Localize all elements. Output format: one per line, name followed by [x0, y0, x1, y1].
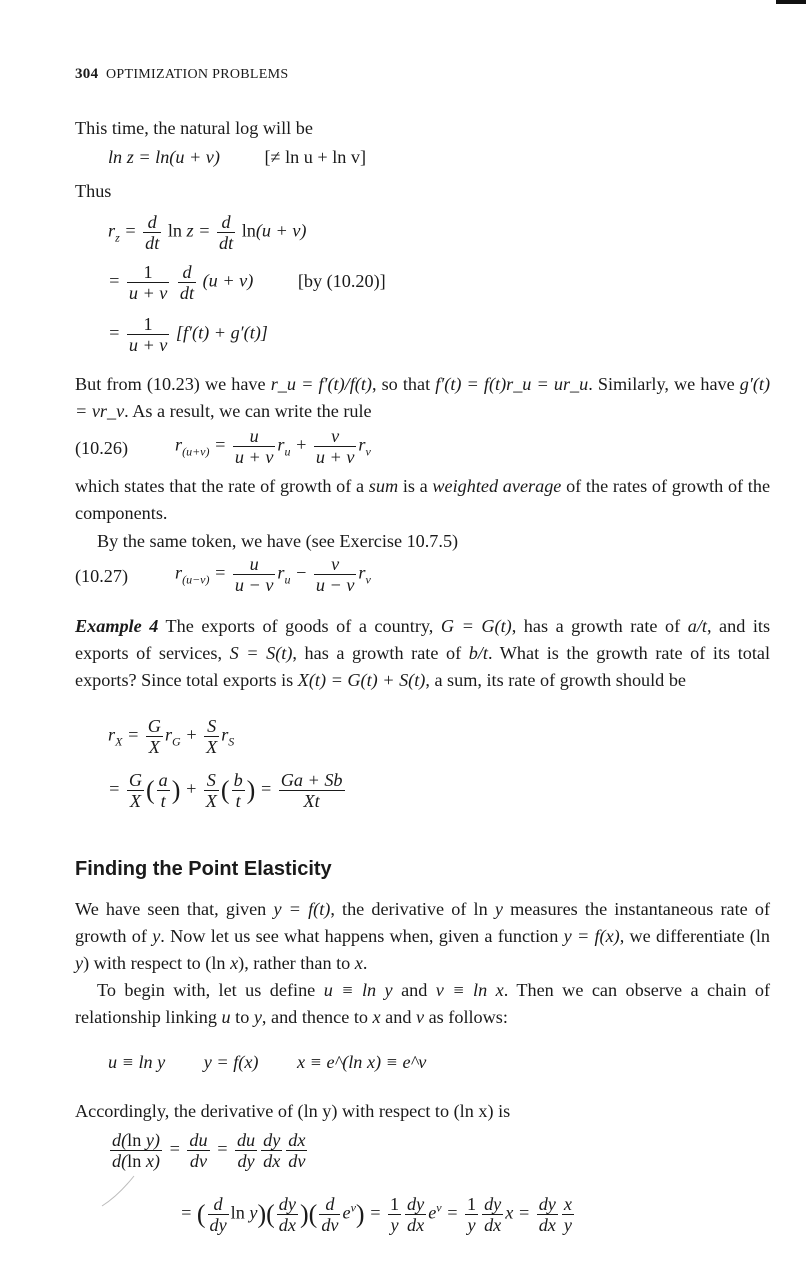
equation-10-26: $r_{(u+v)}$ = $\frac{u}{u + v}$ $r_u$ + $\frac{v}{u + v}$ $r_v$	[175, 426, 371, 467]
paragraph-intro: This time, the natural log will be	[75, 118, 313, 138]
eq-number-10-26: (10.26)	[75, 438, 129, 458]
frac-a-t: $\frac{a}{t}$	[158, 770, 168, 811]
frac-v-u-minus-v: $\frac{v}{u - v}$	[315, 554, 355, 595]
frac-1-y-2: $\frac{1}{y}$	[466, 1194, 477, 1235]
paragraph-but-from	[75, 371, 770, 425]
text-but-from-1: But from (10.23) we have	[75, 374, 266, 394]
begin-text-7: as follows:	[428, 1007, 508, 1027]
expr-fprime: f′(t) = f(t)r_u = ur_u	[435, 374, 589, 394]
expr-a-over-t: a/t	[687, 616, 707, 636]
expr-b-over-t: b/t	[468, 643, 488, 663]
begin-text-3: . Then we can observe a chain of relationship linking	[75, 980, 771, 1027]
expr-x-2: x	[354, 953, 363, 973]
paragraph-same-token: By the same token, we have (see Exercise 10.7.5)	[97, 531, 459, 551]
example-text-5: . What is the growth rate of its total exports? Since total exports is	[75, 643, 771, 690]
frac-1-uv-2: $\frac{1}{u + v}$	[128, 314, 168, 355]
text-but-from-2: , so that	[371, 374, 431, 394]
begin-text-2: and	[401, 980, 428, 1000]
page-number: 304	[75, 66, 99, 82]
frac-dlny-dlnx: $\frac{\text{d(ln y)}}{\text{d(ln x)}}$	[112, 1130, 160, 1171]
text-we-have: we have	[674, 374, 735, 394]
text-which-states-1: which states that the rate of growth of a	[75, 476, 365, 496]
expr-y: y	[494, 899, 503, 919]
expr-v-def: v ≡ ln x	[435, 980, 504, 1000]
text-weighted-average-italic: weighted average	[432, 476, 562, 496]
chain-x: x ≡ e^(ln x) ≡ e^v	[297, 1052, 427, 1072]
elast-text-5: , we differentiate (ln	[619, 926, 770, 946]
frac-d-dt-3: $\frac{d}{dt}$	[179, 262, 195, 303]
equation-rz-line3: = $\frac{1}{u + v}$ [f′(t) + g′(t)]	[108, 314, 268, 355]
expr-x: x	[230, 953, 239, 973]
frac-du-dv: $\frac{du}{dv}$	[189, 1130, 208, 1171]
frac-1-uv: $\frac{1}{u + v}$	[128, 262, 168, 303]
paragraph-elasticity: We have seen that, given y = f(t), the derivative of ln y measures the instantaneous rate of growth of y. Now let us see what happens when, given a function y = f(x), we differentiate (ln y) with respect to (ln x), rather than to x.	[75, 899, 770, 973]
equation-rx-line2: = $\frac{G}{X}$ ( $\frac{a}{t}$ ) + $\frac{S}{X}$ ( $\frac{b}{t}$ ) = $\frac{Ga + Sb}{Xt}$	[108, 770, 343, 811]
example-text-1: The exports of goods of a country,	[165, 616, 434, 636]
equation-rz-line1: $r_z$ = $\frac{d}{dt}$ ln z = $\frac{d}{dt}$ ln(u + v)	[108, 212, 307, 253]
equation-elasticity-line1: $\frac{\text{d(ln y)}}{\text{d(ln x)}}$ = $\frac{du}{dv}$ = $\frac{du}{dy}$ $\frac{dy}{dx}$ $\frac{dx}{dv}$	[112, 1130, 306, 1171]
example-text-6: , a sum, its rate of growth should be	[425, 670, 686, 690]
expr-y-fx: y = f(x)	[563, 926, 620, 946]
paragraph-example-4	[75, 613, 770, 694]
expr-G: G = G(t)	[440, 616, 512, 636]
expr-y-4: y	[253, 1007, 262, 1027]
frac-d-dt-2: $\frac{d}{dt}$	[218, 212, 234, 253]
equation-10-27: $r_{(u-v)}$ = $\frac{u}{u - v}$ $r_u$ − $\frac{v}{u - v}$ $r_v$	[175, 554, 371, 595]
elast-text-7: ), rather than to	[238, 953, 351, 973]
expr-x-3: x	[372, 1007, 381, 1027]
frac-v-uv: $\frac{v}{u + v}$	[315, 426, 355, 467]
chain-u: u ≡ ln y	[108, 1052, 166, 1072]
text-sum-italic: sum	[368, 476, 399, 496]
frac-du-dy: $\frac{du}{dy}$	[236, 1130, 256, 1171]
text-which-states-3: of the rates of growth of the components.	[75, 476, 771, 523]
text-as-result: . As a result, we can write the rule	[124, 401, 372, 421]
expr-y-ft: y = f(t)	[273, 899, 331, 919]
paragraph-accordingly: Accordingly, the derivative of (ln y) with respect to (ln x) is	[75, 1101, 511, 1121]
frac-S-X-2: $\frac{S}{X}$	[205, 770, 217, 811]
frac-G-X: $\frac{G}{X}$	[147, 716, 161, 757]
expr-gprime: g′(t) = vr_v	[75, 374, 771, 421]
expr-X: X(t) = G(t) + S(t)	[297, 670, 426, 690]
text-which-states-2: is a	[402, 476, 428, 496]
equation-rx-line1: $r_X$ = $\frac{G}{X}$ $r_G$ + $\frac{S}{X}$ $r_S$	[108, 716, 235, 757]
running-head	[75, 66, 288, 83]
expr-ru: r_u = f′(t)/f(t)	[270, 374, 372, 394]
example-text-4: , has a growth rate of	[292, 643, 462, 663]
elast-text-1: We have seen that, given	[75, 899, 267, 919]
frac-G-X-2: $\frac{G}{X}$	[128, 770, 142, 811]
elast-text-2: , the derivative of ln	[330, 899, 488, 919]
paragraph-which-states	[75, 473, 770, 527]
text-similarly: . Similarly,	[588, 374, 669, 394]
paragraph-begin	[75, 977, 770, 1031]
expr-S: S = S(t)	[229, 643, 293, 663]
equation-lnz	[108, 147, 366, 168]
elast-text-3: measures the instantaneous rate of growth of	[75, 899, 770, 946]
section-title: Finding the Point Elasticity	[75, 858, 332, 880]
expr-y-3: y	[75, 953, 84, 973]
frac-dy-dx-2: $\frac{dy}{dx}$	[278, 1194, 296, 1235]
example-label: Example 4	[75, 616, 159, 636]
example-text-3: , and its exports of services,	[75, 616, 771, 663]
begin-text-1: To begin with, let us define	[97, 980, 316, 1000]
scan-corner-mark	[776, 0, 806, 4]
frac-u-u-minus-v: $\frac{u}{u - v}$	[234, 554, 274, 595]
frac-dx-dv: $\frac{dx}{dv}$	[288, 1130, 306, 1171]
expr-v: v	[415, 1007, 425, 1027]
example-text-2: , has a growth rate of	[511, 616, 681, 636]
pencil-mark	[100, 1170, 140, 1210]
frac-dy-dx-5: $\frac{dy}{dx}$	[538, 1194, 556, 1235]
begin-text-5: , and thence to	[261, 1007, 368, 1027]
frac-x-y: $\frac{x}{y}$	[563, 1194, 572, 1235]
equation-rz-line2: = $\frac{1}{u + v}$ $\frac{d}{dt}$ (u + v) [by (10.20)]	[108, 262, 386, 303]
begin-text-4: to	[235, 1007, 250, 1027]
running-title: OPTIMIZATION PROBLEMS	[105, 67, 289, 82]
eq-number-10-27: (10.27)	[75, 566, 129, 586]
elast-text-4: . Now let us see what happens when, given a function	[160, 926, 559, 946]
expr-u: u	[221, 1007, 231, 1027]
frac-u-uv: $\frac{u}{u + v}$	[234, 426, 274, 467]
begin-text-6: and	[385, 1007, 412, 1027]
paragraph-thus: Thus	[75, 181, 112, 201]
expr-y-2: y	[152, 926, 161, 946]
expr-u-def: u ≡ ln y	[323, 980, 393, 1000]
frac-dy-dx: $\frac{dy}{dx}$	[263, 1130, 281, 1171]
equation-lnz-note: [≠ ln u + ln v]	[264, 147, 367, 167]
frac-d-dt: $\frac{d}{dt}$	[145, 212, 160, 253]
equation-lnz-text: ln z = ln(u + v)	[108, 147, 220, 167]
frac-dy-dx-4: $\frac{dy}{dx}$	[484, 1194, 502, 1235]
frac-d-dy: $\frac{d}{dy}$	[209, 1194, 227, 1235]
frac-S-X: $\frac{S}{X}$	[206, 716, 218, 757]
frac-d-dv: $\frac{d}{dv}$	[321, 1194, 339, 1235]
frac-1-y: $\frac{1}{y}$	[389, 1194, 400, 1235]
chain-y: y = f(x)	[203, 1052, 259, 1072]
elast-text-6: ) with respect to (ln	[83, 953, 226, 973]
frac-dy-dx-3: $\frac{dy}{dx}$	[407, 1194, 425, 1235]
frac-b-t: $\frac{b}{t}$	[233, 770, 243, 811]
by-note: [by (10.20)]	[297, 270, 386, 291]
frac-Ga-Sb-Xt: $\frac{Ga + Sb}{Xt}$	[280, 770, 343, 811]
equation-elasticity-line2: = ( $\frac{d}{dy}$ ln y)( $\frac{dy}{dx}$ )( $\frac{d}{dv}$ $e^v$) = $\frac{1}{y}$ $\frac{dy}{dx}$ $e^v$ = $\frac{1}{y}$ $\frac{dy}{dx}$ x = $\frac{dy}{dx}$ $\frac{x}{y}$	[180, 1194, 572, 1235]
equation-chain	[108, 1052, 426, 1073]
